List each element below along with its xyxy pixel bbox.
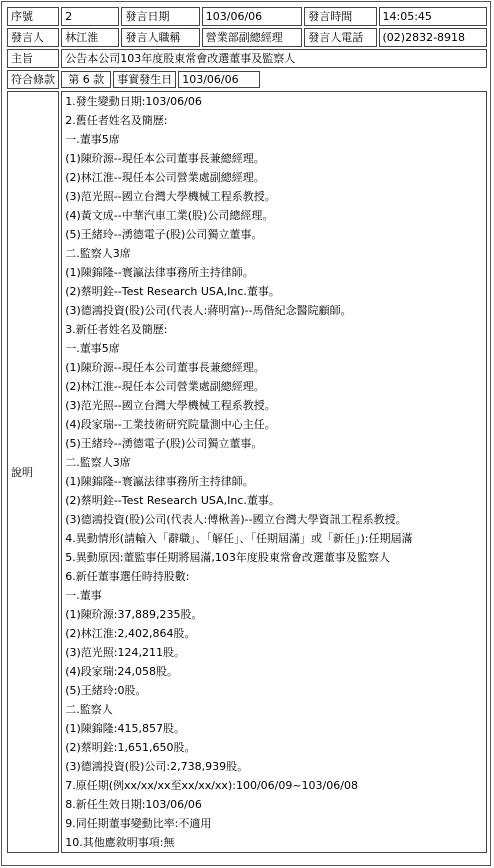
description-label: 說明 — [7, 91, 59, 853]
time-label: 發言時間 — [304, 7, 376, 26]
description-line: 二.監察人 — [65, 703, 113, 716]
description-line: 一.董事 — [65, 589, 102, 602]
description-line: (3)范光照--國立台灣大學機械工程系教授。 — [65, 399, 276, 412]
description-line: (3)德鴻投資(股)公司(代表人:傅楸善)--國立台灣大學資訊工程系教授。 — [65, 513, 407, 526]
subject-value: 公告本公司103年度股東常會改選董事及監察人 — [61, 49, 487, 68]
description-line: (2)林江淮:2,402,864股。 — [65, 627, 196, 640]
description-line: (2)蔡明銓--Test Research USA,Inc.董事。 — [65, 494, 280, 507]
seq-label: 序號 — [7, 7, 59, 26]
description-line: 一.董事5席 — [65, 133, 120, 146]
event-date-label: 事實發生日 — [113, 71, 176, 88]
description-line: 8.新任生效日期:103/06/06 — [65, 798, 202, 811]
description-line: 一.董事5席 — [65, 342, 120, 355]
description-line: 5.異動原因:董監事任期將屆滿,103年度股東常會改選董事及監察人 — [65, 551, 390, 564]
clause-value: 第 6 款 — [61, 71, 111, 88]
phone-label: 發言人電話 — [304, 28, 376, 47]
clause-container — [61, 70, 487, 89]
description-line: (1)陳錦隆:415,857股。 — [65, 722, 185, 735]
description-line: (1)陳錦隆--寰瀛法律事務所主持律師。 — [65, 266, 254, 279]
speaker-title-label: 發言人職稱 — [121, 28, 199, 47]
clause-label: 符合條款 — [7, 70, 59, 89]
speaker-label: 發言人 — [7, 28, 59, 47]
announcement-table — [5, 5, 489, 855]
description-line: 9.同任期董事變動比率:不適用 — [65, 817, 212, 830]
description-line: (4)段家瑞--工業技術研究院量測中心主任。 — [65, 418, 276, 431]
description-line: (4)段家瑞:24,058股。 — [65, 665, 178, 678]
description-line: (3)范光照--國立台灣大學機械工程系教授。 — [65, 190, 276, 203]
clause-row — [7, 70, 487, 89]
description-line: (2)蔡明銓:1,651,650股。 — [65, 741, 196, 754]
subject-row — [7, 49, 487, 68]
event-date-value: 103/06/06 — [178, 71, 260, 88]
date-label: 發言日期 — [121, 7, 199, 26]
description-line: 2.舊任者姓名及簡歷: — [65, 114, 168, 127]
header-row-1 — [7, 7, 487, 26]
description-line: (5)王緒玲--湧德電子(股)公司獨立董事。 — [65, 228, 263, 241]
date-value: 103/06/06 — [202, 7, 302, 26]
announcement-panel — [1, 1, 491, 866]
speaker-value: 林江淮 — [61, 28, 119, 47]
description-line: 4.異動情形(請輸入「辭職」、「解任」、「任期屆滿」或「新任」):任期屆滿 — [65, 532, 413, 545]
description-line: 二.監察人3席 — [65, 456, 131, 469]
description-line: 3.新任者姓名及簡歷: — [65, 323, 168, 336]
description-line: (5)王緒玲:0股。 — [65, 684, 147, 697]
description-line: (4)黃文成--中華汽車工業(股)公司總經理。 — [65, 209, 274, 222]
description-line: 1.發生變動日期:103/06/06 — [65, 95, 202, 108]
header-row-2 — [7, 28, 487, 47]
description-line: (1)陳玠源--現任本公司董事長兼總經理。 — [65, 152, 265, 165]
phone-value: (02)2832-8918 — [379, 28, 488, 47]
description-line: (5)王緒玲--湧德電子(股)公司獨立董事。 — [65, 437, 263, 450]
description-line: (3)范光照:124,211股。 — [65, 646, 185, 659]
description-line: (2)蔡明銓--Test Research USA,Inc.董事。 — [65, 285, 280, 298]
description-lines — [65, 92, 483, 852]
time-value: 14:05:45 — [379, 7, 488, 26]
description-line: 二.監察人3席 — [65, 247, 131, 260]
description-line: (1)陳錦隆--寰瀛法律事務所主持律師。 — [65, 475, 254, 488]
description-line: (2)林江淮--現任本公司營業處副總經理。 — [65, 380, 265, 393]
speaker-title-value: 營業部副總經理 — [202, 28, 302, 47]
description-line: 7.原任期(例xx/xx/xx至xx/xx/xx):100/06/09~103/06/08 — [65, 779, 358, 792]
description-line: (1)陳玠源--現任本公司董事長兼總經理。 — [65, 361, 265, 374]
description-line: (1)陳玠源:37,889,235股。 — [65, 608, 203, 621]
description-line: (2)林江淮--現任本公司營業處副總經理。 — [65, 171, 265, 184]
description-line: (3)德鴻投資(股)公司(代表人:蔣明富)--馬偕紀念醫院顧師。 — [65, 304, 352, 317]
description-line: 10.其他應敘明事項:無 — [65, 836, 175, 849]
description-line: (3)德鴻投資(股)公司:2,738,939股。 — [65, 760, 249, 773]
description-row — [7, 91, 487, 853]
description-body — [61, 91, 487, 853]
seq-value: 2 — [61, 7, 119, 26]
description-line: 6.新任董事選任時持股數: — [65, 570, 190, 583]
subject-label: 主旨 — [7, 49, 59, 68]
